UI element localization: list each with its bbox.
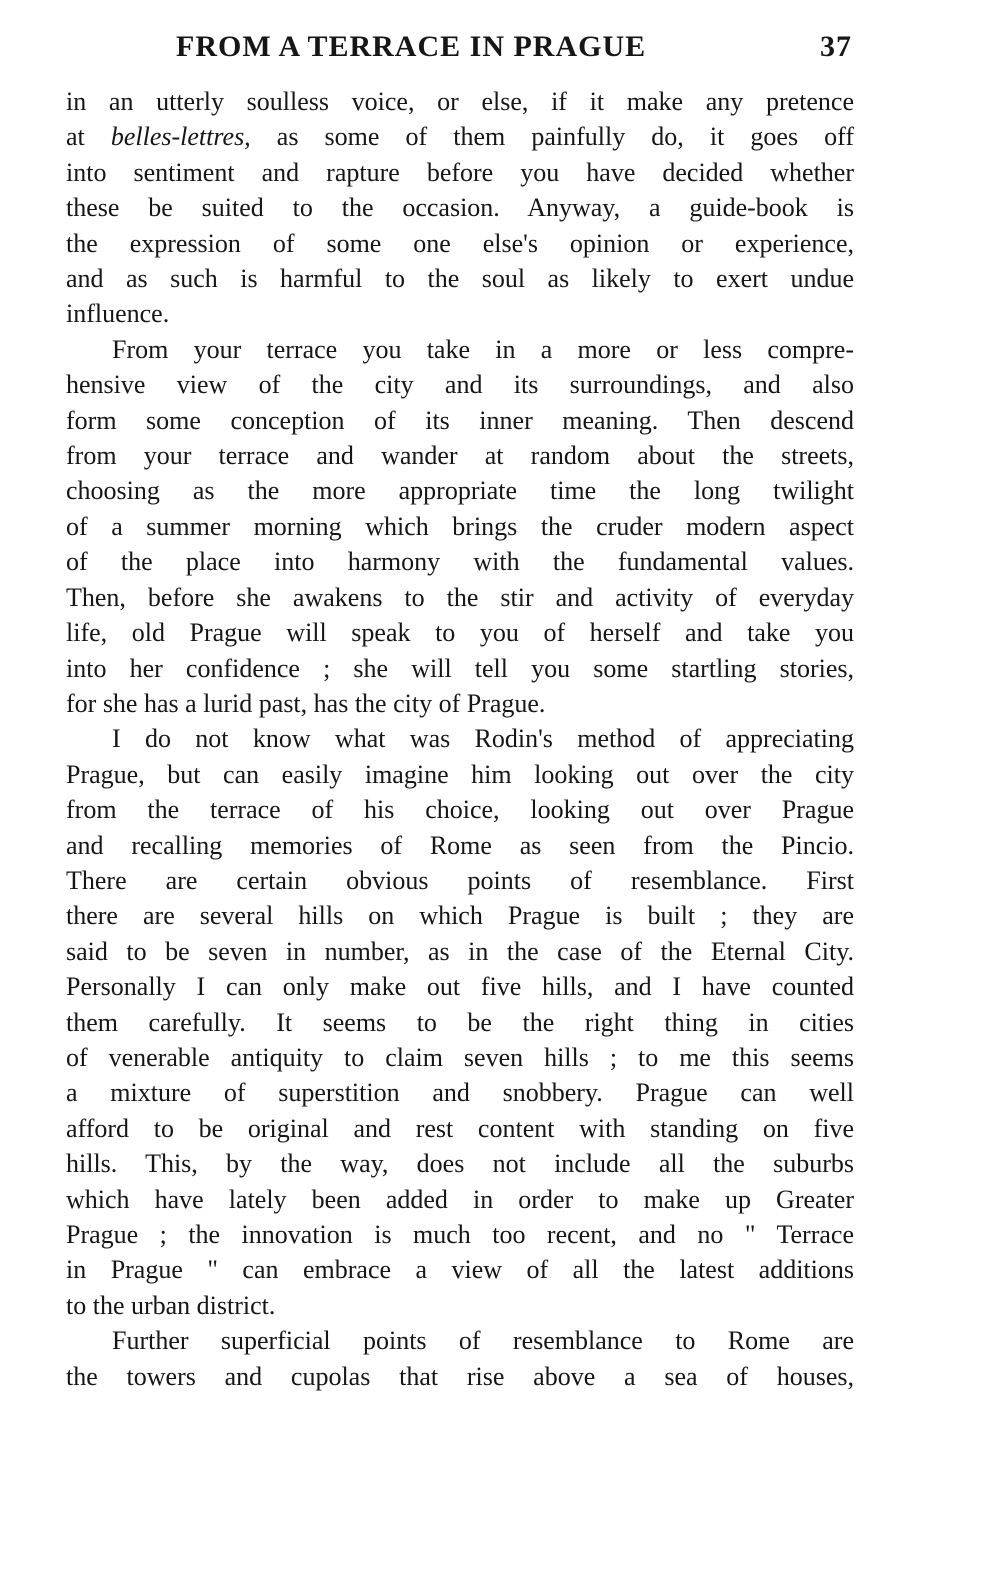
text-line: which have lately been added in order to make up Greater xyxy=(66,1184,854,1214)
text-line: hills. This, by the way, does not include all the suburbs xyxy=(66,1149,854,1179)
text-line: them carefully. It seems to be the right thing in cities xyxy=(66,1007,854,1037)
running-head xyxy=(66,30,854,74)
text-line: Prague ; the innovation is much too recent, and no " Terrace xyxy=(66,1220,854,1249)
text-line: from your terrace and wander at random about the streets, xyxy=(66,441,854,471)
text-line: and as such is harmful to the soul as likely to exert undue xyxy=(66,264,854,294)
text-line: for she has a lurid past, has the city of Prague. xyxy=(66,688,546,718)
text-line: hensive view of the city and its surroundings, and also xyxy=(66,370,854,400)
text-fragment: as some of them painfully do, it goes off xyxy=(276,122,855,152)
text-line: of a summer morning which brings the cruder modern aspect xyxy=(66,511,854,541)
text-line: Then, before she awakens to the stir and activity of everyday xyxy=(66,582,854,612)
paragraph-4 xyxy=(66,1323,854,1394)
text-line: There are certain obvious points of resemblance. First xyxy=(66,865,854,895)
text-line: life, old Prague will speak to you of herself and take you xyxy=(66,618,854,648)
text-line: form some conception of its inner meaning. Then descend xyxy=(66,405,854,435)
text-line: influence. xyxy=(66,299,170,329)
text-line: in an utterly soulless voice, or else, if it make any pretence xyxy=(66,87,854,116)
text-line: Personally I can only make out five hills, and I have counted xyxy=(66,972,854,1002)
italic-term: belles-lettres, xyxy=(110,122,251,152)
text-line: the towers and cupolas that rise above a sea of houses, xyxy=(66,1361,854,1391)
text-line: said to be seven in number, as in the case of the Eternal City. xyxy=(66,936,854,966)
text-line: I do not know what was Rodin's method of appreciating xyxy=(112,724,854,754)
running-title: FROM A TERRACE IN PRAGUE xyxy=(176,30,647,63)
text-line: from the terrace of his choice, looking out over Prague xyxy=(66,795,854,825)
text-line: there are several hills on which Prague is built ; they are xyxy=(66,901,854,931)
book-page xyxy=(66,30,854,1394)
text-line: of the place into harmony with the fundamental values. xyxy=(66,547,854,577)
text-line: in Prague " can embrace a view of all the latest additions xyxy=(66,1255,854,1285)
paragraph-2 xyxy=(66,332,854,721)
text-line: into sentiment and rapture before you have decided whether xyxy=(66,157,854,187)
body-text xyxy=(66,84,854,1394)
text-line: From your terrace you take in a more or less compre- xyxy=(112,334,854,364)
text-line: and recalling memories of Rome as seen from the Pincio. xyxy=(66,830,854,860)
text-line: Further superficial points of resemblance to Rome are xyxy=(112,1326,854,1356)
text-line: afford to be original and rest content with standing on five xyxy=(66,1113,854,1143)
paragraph-3 xyxy=(66,721,854,1323)
text-line: a mixture of superstition and snobbery. Prague can well xyxy=(66,1078,854,1108)
text-fragment: at xyxy=(66,122,85,152)
text-line: into her confidence ; she will tell you some startling stories, xyxy=(66,653,854,683)
paragraph-1 xyxy=(66,84,854,332)
text-line: Prague, but can easily imagine him looking out over the city xyxy=(66,759,854,789)
text-line: of venerable antiquity to claim seven hills ; to me this seems xyxy=(66,1042,854,1072)
text-line: to the urban district. xyxy=(66,1290,276,1320)
page-number: 37 xyxy=(820,30,852,63)
text-line xyxy=(66,119,854,154)
text-line: these be suited to the occasion. Anyway, a guide-book is xyxy=(66,193,854,223)
text-line: choosing as the more appropriate time the long twilight xyxy=(66,476,854,506)
text-line: the expression of some one else's opinion or experience, xyxy=(66,228,854,258)
